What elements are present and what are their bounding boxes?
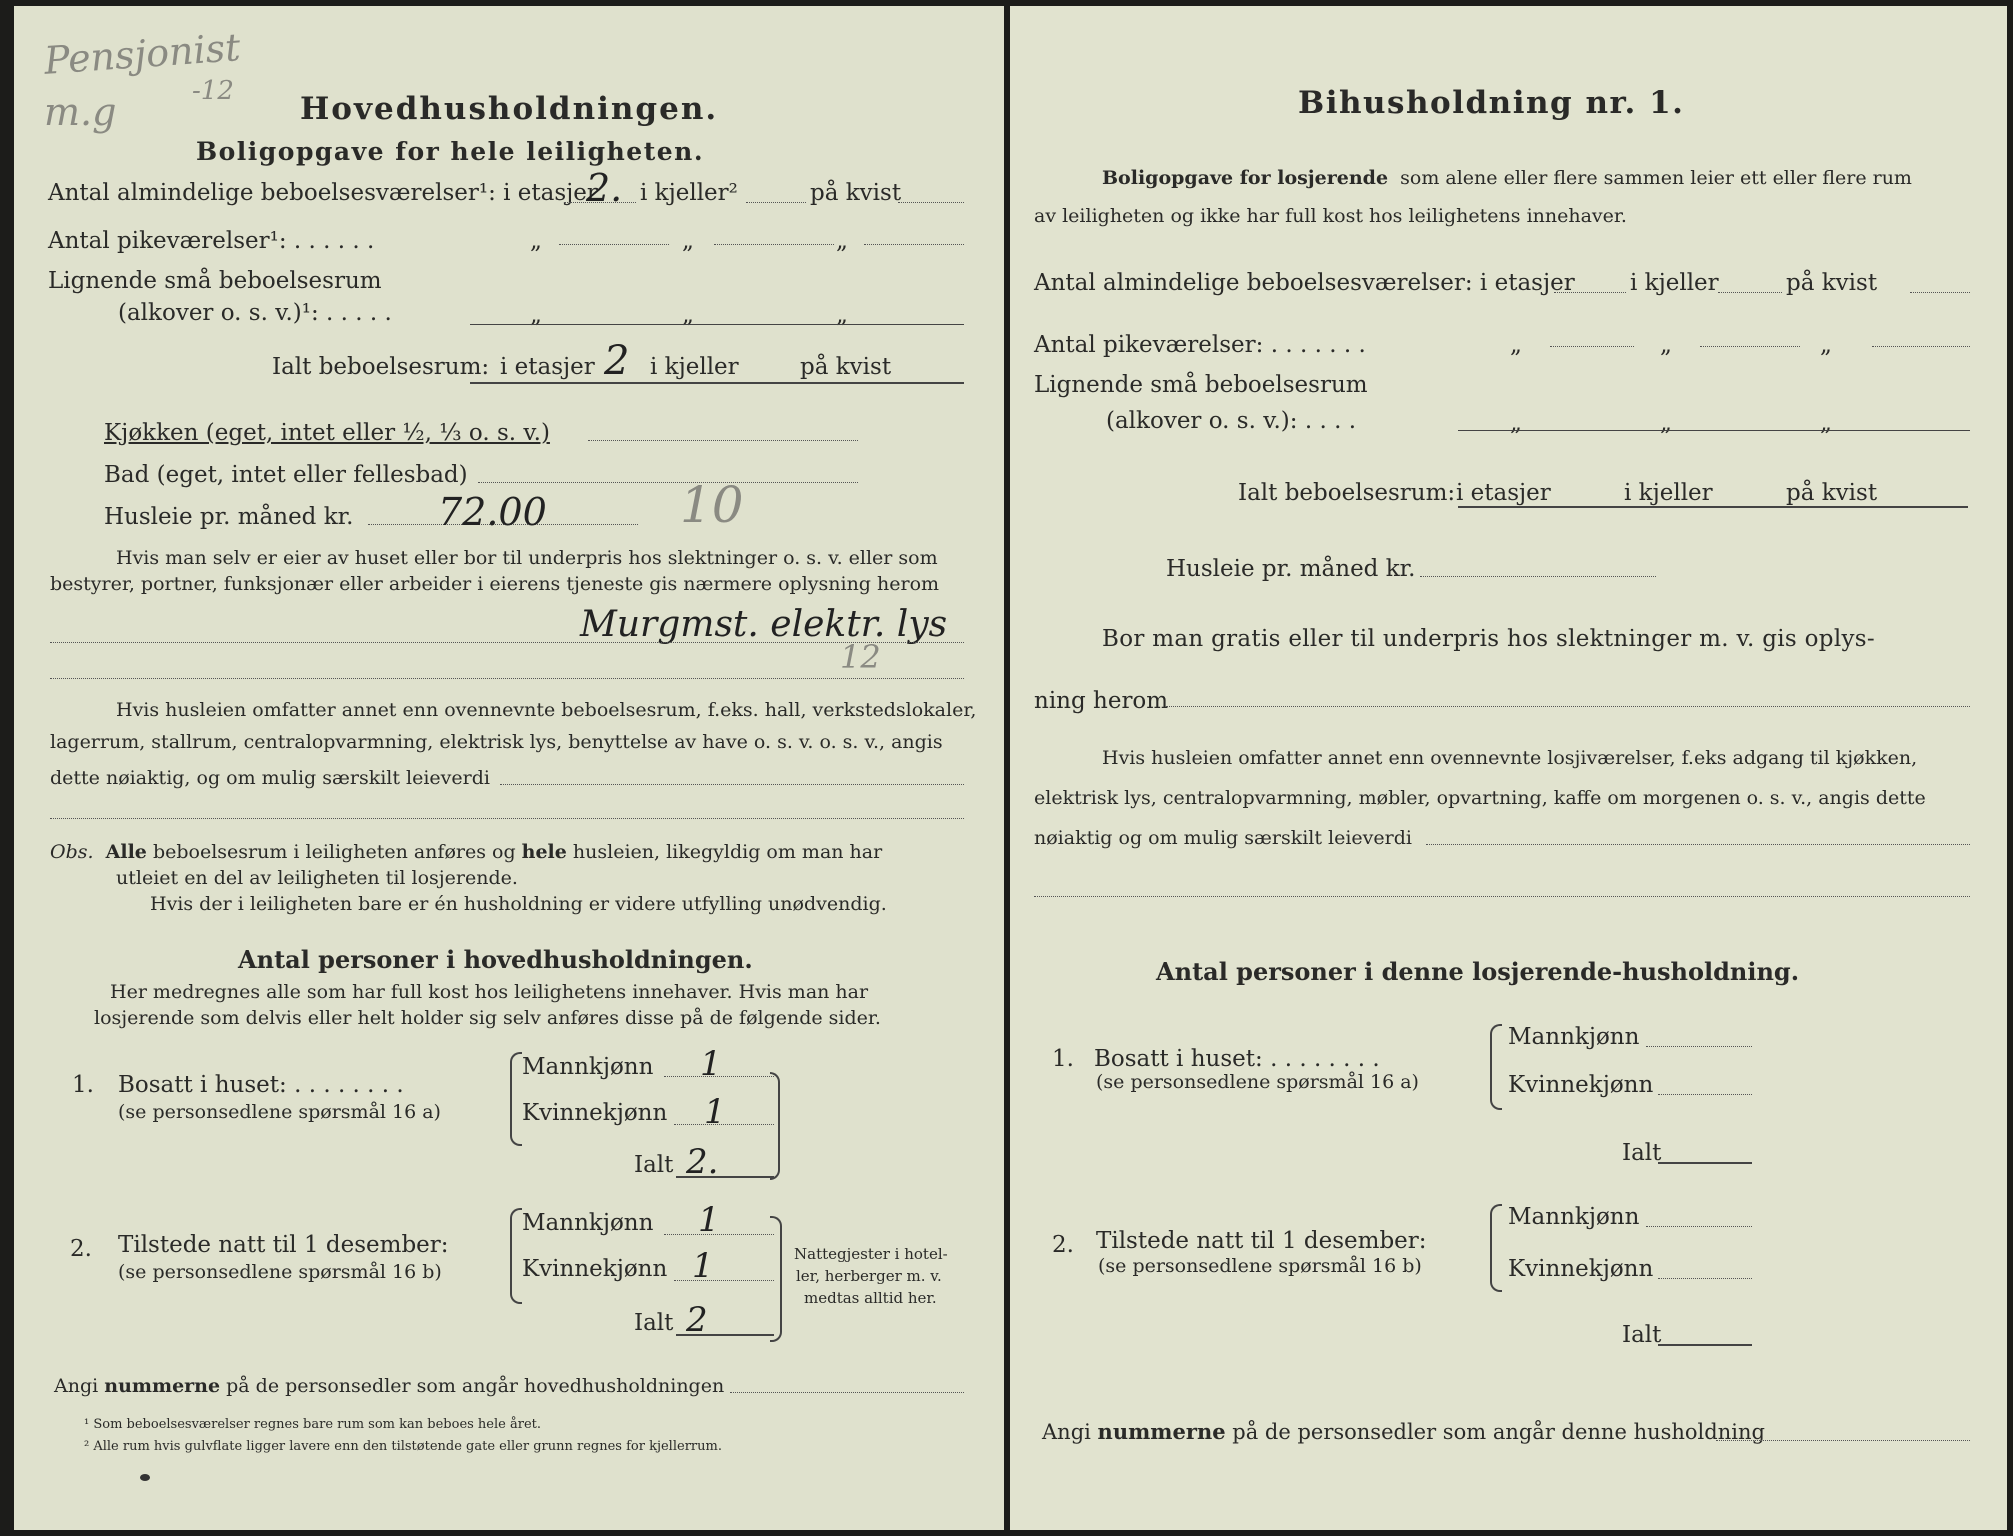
omfatter-line-2 xyxy=(1034,896,1970,897)
rooms-kvist-line xyxy=(1910,292,1970,293)
angi-text: Angi nummerne på de personsedler som angår denne husholdning xyxy=(1042,1419,1765,1444)
rooms-kvist-label: på kvist xyxy=(810,180,902,206)
eier-margin-value: 12 xyxy=(840,638,881,676)
ialt-rooms-label: Ialt beboelsesrum: xyxy=(1238,480,1456,506)
ialt-kvist-label: på kvist xyxy=(1786,480,1878,506)
rooms-etasjer-line xyxy=(1554,292,1626,293)
persons-intro-2: losjerende som delvis eller helt holder sig selv anføres disse på de følgende sider. xyxy=(94,1007,881,1029)
ditto-mark: „ xyxy=(1820,410,1832,436)
page-title: Bihusholdning nr. 1. xyxy=(1298,85,1685,121)
page-title: Hovedhusholdningen. xyxy=(300,91,719,127)
q1-kvinne-value: 1 xyxy=(704,1092,726,1132)
ditto-mark: „ xyxy=(1510,332,1522,358)
husleie-value: 72.00 xyxy=(438,490,547,534)
q2-kvinne-label: Kvinnekjønn xyxy=(522,1256,668,1282)
q1-kvinne-label: Kvinnekjønn xyxy=(522,1100,668,1126)
angi-line xyxy=(730,1392,964,1393)
q1-number: 1. xyxy=(72,1072,94,1098)
q2-mann-label: Mannkjønn xyxy=(1508,1204,1640,1230)
omfatter-line-1 xyxy=(1426,844,1970,845)
q1-mann-line xyxy=(1646,1046,1752,1047)
eier-line-2 xyxy=(50,678,964,679)
q1-mann-value: 1 xyxy=(700,1044,722,1084)
q1-kvinne-label: Kvinnekjønn xyxy=(1508,1072,1654,1098)
eier-handwriting: Murgmst. elektr. lys xyxy=(580,604,948,645)
alkover-line xyxy=(1458,430,1970,431)
gratis-text-1: Bor man gratis eller til underpris hos slektninger m. v. gis oplys- xyxy=(1102,626,1875,652)
q2-note-2: ler, herberger m. v. xyxy=(796,1267,942,1285)
husleie-label: Husleie pr. måned kr. xyxy=(104,504,354,530)
ditto-mark: „ xyxy=(1660,332,1672,358)
q1-sub: (se personsedlene spørsmål 16 a) xyxy=(1096,1071,1419,1093)
q2-kvinne-line xyxy=(1658,1278,1752,1279)
pike-line-3 xyxy=(1872,346,1970,347)
q2-mann-label: Mannkjønn xyxy=(522,1210,654,1236)
ialt-rooms-label: Ialt beboelsesrum: xyxy=(272,354,490,380)
ialt-kjeller-label: i kjeller xyxy=(650,354,739,380)
husleie-line xyxy=(1420,576,1656,577)
rooms-label: Antal almindelige beboelsesværelser¹: i etasjer xyxy=(48,180,598,206)
q2-label: Tilstede natt til 1 desember: xyxy=(1096,1228,1427,1254)
omfatter-text-3: nøiaktig og om mulig særskilt leieverdi xyxy=(1034,827,1412,849)
angi-text: Angi nummerne på de personsedler som angår hovedhusholdningen xyxy=(54,1375,725,1397)
angi-line xyxy=(1716,1440,1970,1441)
alkover-label-1: Lignende små beboelsesrum xyxy=(48,268,382,294)
alkover-label-2: (alkover o. s. v.)¹: . . . . . xyxy=(118,300,392,326)
footnote-1: ¹ Som beboelsesværelser regnes bare rum som kan beboes hele året. xyxy=(84,1417,541,1432)
q1-kvinne-line xyxy=(1658,1094,1752,1095)
q1-brace xyxy=(510,1052,522,1146)
q1-ialt-label: Ialt xyxy=(1622,1140,1662,1166)
rooms-kjeller-line xyxy=(1718,292,1782,293)
persons-title: Antal personer i denne losjerende-husholdning. xyxy=(1156,957,1800,986)
q1-brace xyxy=(1490,1024,1502,1110)
pike-line-3 xyxy=(864,244,964,245)
ditto-mark: „ xyxy=(836,228,848,254)
rooms-kjeller-line xyxy=(746,202,806,203)
q2-mann-line xyxy=(1646,1226,1752,1227)
q2-note-3: medtas alltid her. xyxy=(804,1289,937,1307)
ditto-mark: „ xyxy=(836,302,848,328)
ialt-etasjer-label: i etasjer xyxy=(1456,480,1551,506)
intro-text-1: Boligopgave for losjerende som alene eller flere sammen leier ett eller flere rum xyxy=(1102,167,1912,189)
q2-brace xyxy=(1490,1204,1502,1292)
ialt-kvist-label: på kvist xyxy=(800,354,892,380)
bad-label: Bad (eget, intet eller fellesbad) xyxy=(104,462,468,488)
alkover-label-1: Lignende små beboelsesrum xyxy=(1034,372,1368,398)
q2-ialt-label: Ialt xyxy=(1622,1322,1662,1348)
omfatter-text-2: elektrisk lys, centralopvarmning, møbler, opvartning, kaffe om morgenen o. s. v., angis dette xyxy=(1034,787,1926,809)
bad-line xyxy=(478,482,858,483)
persons-title: Antal personer i hovedhusholdningen. xyxy=(238,945,753,974)
q2-label: Tilstede natt til 1 desember: xyxy=(118,1232,449,1258)
q2-kvinne-line xyxy=(674,1280,774,1281)
omfatter-line-2 xyxy=(50,818,964,819)
kjokken-line xyxy=(588,440,858,441)
ditto-mark: „ xyxy=(1660,410,1672,436)
gratis-line xyxy=(1166,706,1970,707)
margin-note-pensjonist: Pensjonist xyxy=(42,25,242,83)
q1-ialt-line xyxy=(1658,1162,1752,1164)
margin-note-12: -12 xyxy=(192,76,234,106)
q2-number: 2. xyxy=(70,1236,92,1262)
q2-mann-value: 1 xyxy=(698,1200,720,1240)
q2-sub: (se personsedlene spørsmål 16 b) xyxy=(118,1261,442,1283)
omfatter-text-1: Hvis husleien omfatter annet enn ovennevnte beboelsesrum, f.eks. hall, verkstedslokaler, xyxy=(116,699,977,721)
pike-label: Antal pikeværelser: . . . . . . . xyxy=(1034,332,1366,358)
q2-note-1: Nattegjester i hotel- xyxy=(794,1245,948,1263)
omfatter-text-3: dette nøiaktig, og om mulig særskilt leieverdi xyxy=(50,767,490,789)
rooms-kjeller-label: i kjeller² xyxy=(640,180,738,206)
alkover-line xyxy=(470,324,964,325)
rooms-label: Antal almindelige beboelsesværelser: i etasjer xyxy=(1034,270,1575,296)
q1-number: 1. xyxy=(1052,1046,1074,1072)
rooms-kvist-line xyxy=(898,202,964,203)
pike-label: Antal pikeværelser¹: . . . . . . xyxy=(48,228,375,254)
eier-text-1: Hvis man selv er eier av huset eller bor til underpris hos slektninger o. s. v. eller som xyxy=(116,547,938,569)
rooms-kjeller-label: i kjeller xyxy=(1630,270,1719,296)
ditto-mark: „ xyxy=(682,302,694,328)
ialt-rooms-line xyxy=(470,382,964,384)
eier-text-2: bestyrer, portner, funksjonær eller arbeider i eierens tjeneste gis nærmere oplysning herom xyxy=(50,573,940,595)
omfatter-text-2: lagerrum, stallrum, centralopvarmning, elektrisk lys, benyttelse av have o. s. v. o. s. v., angis xyxy=(50,731,943,753)
pike-line-1 xyxy=(559,244,669,245)
ialt-etasjer-value: 2 xyxy=(604,338,630,384)
q2-kvinne-value: 1 xyxy=(692,1246,714,1286)
q1-mann-label: Mannkjønn xyxy=(1508,1024,1640,1050)
q2-ialt-label: Ialt xyxy=(634,1310,674,1336)
ialt-kjeller-label: i kjeller xyxy=(1624,480,1713,506)
pike-line-2 xyxy=(714,244,834,245)
q1-ialt-label: Ialt xyxy=(634,1152,674,1178)
right-page xyxy=(1010,6,2007,1530)
page-subtitle: Boligopgave for hele leiligheten. xyxy=(196,137,705,166)
ditto-mark: „ xyxy=(1820,332,1832,358)
footnote-2: ² Alle rum hvis gulvflate ligger lavere enn den tilstøtende gate eller grunn regnes for kjellerrum. xyxy=(84,1439,722,1454)
q2-kvinne-label: Kvinnekjønn xyxy=(1508,1256,1654,1282)
omfatter-line-1 xyxy=(500,784,964,785)
intro-text-2: av leiligheten og ikke har full kost hos leilighetens innehaver. xyxy=(1034,205,1627,227)
q2-ialt-brace xyxy=(770,1216,782,1342)
ditto-mark: „ xyxy=(1510,410,1522,436)
rooms-kvist-label: på kvist xyxy=(1786,270,1878,296)
q2-ialt-value: 2 xyxy=(686,1300,708,1340)
q1-ialt-brace xyxy=(770,1072,780,1180)
pike-line-1 xyxy=(1550,346,1634,347)
q1-label: Bosatt i huset: . . . . . . . . xyxy=(118,1072,404,1098)
q1-mann-label: Mannkjønn xyxy=(522,1054,654,1080)
pike-line-2 xyxy=(1700,346,1800,347)
ialt-rooms-line xyxy=(1458,506,1968,508)
husleie-label: Husleie pr. måned kr. xyxy=(1166,556,1416,582)
omfatter-text-1: Hvis husleien omfatter annet enn ovennevnte losjiværelser, f.eks adgang til kjøkken, xyxy=(1102,747,1918,769)
rooms-etasjer-value: 2. xyxy=(586,166,623,210)
q2-number: 2. xyxy=(1052,1232,1074,1258)
ialt-etasjer-label: i etasjer xyxy=(500,354,595,380)
margin-note-mg: m.g xyxy=(44,90,117,134)
ink-dot xyxy=(140,1474,150,1481)
q1-ialt-value: 2. xyxy=(686,1142,719,1182)
left-page xyxy=(14,6,1004,1530)
q2-brace xyxy=(510,1208,522,1304)
q2-sub: (se personsedlene spørsmål 16 b) xyxy=(1098,1255,1422,1277)
kjokken-label: Kjøkken (eget, intet eller ½, ⅓ o. s. v.) xyxy=(104,420,550,446)
ditto-mark: „ xyxy=(530,302,542,328)
alkover-label-2: (alkover o. s. v.): . . . . xyxy=(1106,408,1357,434)
gratis-text-2: ning herom xyxy=(1034,688,1169,714)
obs-text-3: Hvis der i leiligheten bare er én husholdning er videre utfylling unødvendig. xyxy=(150,893,887,915)
obs-text-2: utleiet en del av leiligheten til losjerende. xyxy=(116,867,518,889)
q1-sub: (se personsedlene spørsmål 16 a) xyxy=(118,1101,441,1123)
husleie-margin-value: 10 xyxy=(680,476,744,534)
q2-ialt-line xyxy=(1658,1344,1752,1346)
eier-line-1 xyxy=(50,642,964,643)
obs-text-1: Obs. Alle beboelsesrum i leiligheten anføres og hele husleien, likegyldig om man har xyxy=(50,841,883,863)
persons-intro-1: Her medregnes alle som har full kost hos leilighetens innehaver. Hvis man har xyxy=(110,981,869,1003)
q1-label: Bosatt i huset: . . . . . . . . xyxy=(1094,1046,1380,1072)
ditto-mark: „ xyxy=(530,228,542,254)
ditto-mark: „ xyxy=(682,228,694,254)
